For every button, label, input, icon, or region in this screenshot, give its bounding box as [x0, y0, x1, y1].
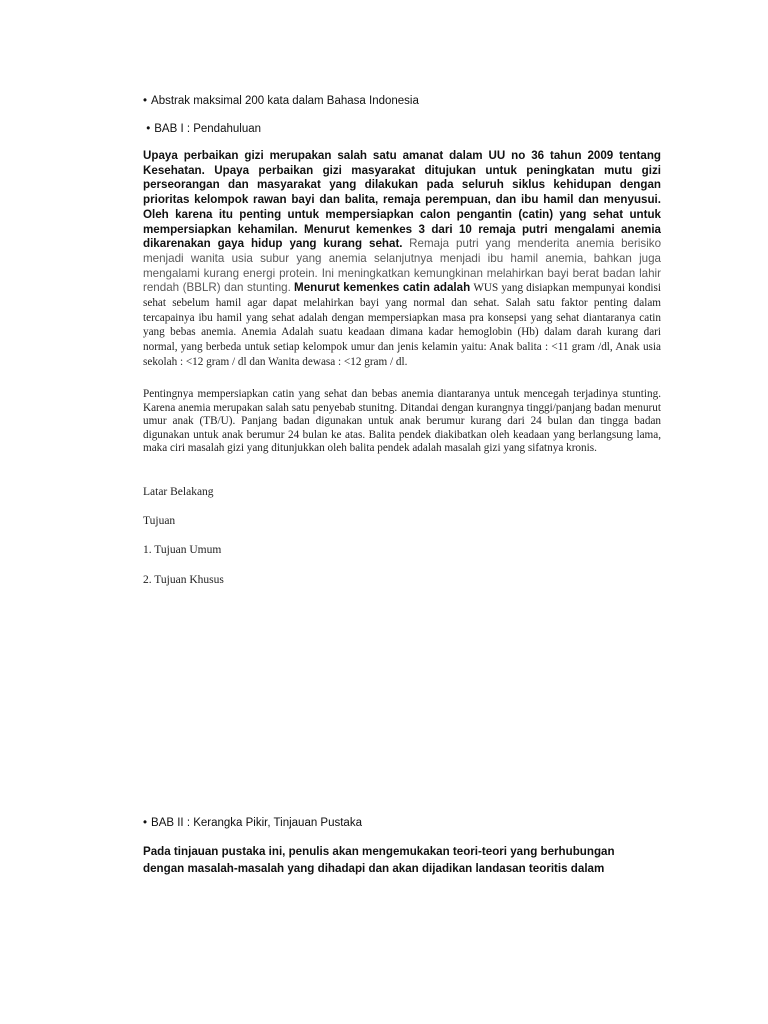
- abstract-heading-text: Abstrak maksimal 200 kata dalam Bahasa Indonesia: [151, 95, 419, 107]
- bab2-paragraph: Pada tinjauan pustaka ini, penulis akan mengemukakan teori-teori yang berhubungan dengan masalah-masalah yang dihadapi dan akan dijadikan landasan teoritis dalam: [143, 845, 615, 875]
- bab2-heading-text: BAB II : Kerangka Pikir, Tinjauan Pustaka: [151, 817, 362, 829]
- bab2-heading: [143, 816, 661, 830]
- tujuan-heading: Tujuan: [143, 515, 176, 527]
- tujuan-khusus-item: 2. Tujuan Khusus: [143, 574, 224, 586]
- para1-bold-text: Upaya perbaikan gizi merupakan salah satu amanat dalam UU no 36 tahun 2009 tentang Kesehatan. Upaya perbaikan gizi masyarakat ditujukan untuk peningkatan mutu gizi perseorangan dan masyarakat yang dilakukan pada seluruh siklus kehidupan dengan prioritas kelompok rawan bayi dan balita, remaja perempuan, dan ibu hamil dan menyusui. Oleh karena itu penting untuk mempersiapkan calon pengantin (catin) yang sehat untuk mempersiapkan kehamilan. Menurut kemenkes 3 dari 10 remaja putri mengalami anemia dikarenakan gaya hidup yang kurang sehat.: [143, 149, 661, 251]
- latar-belakang-heading: Latar Belakang: [143, 486, 214, 498]
- para1-gray-text: Remaja putri yang menderita anemia berisiko menjadi wanita usia subur yang anemia selanjutnya menjadi ibu hamil anemia, bahkan juga mengalami kurang energi protein. Ini meningkatkan kemungkinan melahirkan bayi berat badan lahir rendah (BBLR) dan stunting.: [143, 237, 662, 295]
- para1-serif-text: WUS yang disiapkan mempunyai kondisi sehat sebelum hamil agar dapat melahirkan bayi yang normal dan sehat. Salah satu faktor penting dalam tercapainya ibu hamil yang sehat adalah dengan mempersiapkan masa pra konsepsi yang sehat diantaranya catin yang bebas anemia. Anemia Adalah suatu keadaan dimana kadar hemoglobin (Hb) dalam darah kurang dari normal, yang berbeda untuk setiap kelompok umur dan jenis kelamin yaitu: Anak balita : <11 gram /dl, Anak usia sekolah : <12 gram / dl dan Wanita dewasa : <12 gram / dl.: [143, 282, 661, 368]
- bullet-icon: •: [143, 95, 148, 107]
- bullet-icon: •: [146, 123, 151, 135]
- bab1-heading: [143, 122, 661, 136]
- abstract-heading: [143, 94, 661, 108]
- bab1-paragraph-2: Pentingnya mempersiapkan catin yang sehat dan bebas anemia diantaranya untuk mencegah terjadinya stunting. Karena anemia merupakan salah satu penyebab stunitng. Ditandai dengan kurangnya tinggi/panjang badan menurut umur anak (TB/U). Panjang badan digunakan untuk anak berumur kurang dari 24 bulan dan tingga badan digunakan untuk anak berumur 24 bulan ke atas. Balita pendek diakibatkan oleh keadaan yang berlangsung lama, maka ciri masalah gizi yang ditunjukkan oleh balita pendek adalah masalah gizi yang sifatnya kronis.: [143, 388, 661, 455]
- bab1-paragraph-1: [143, 149, 661, 370]
- para1-bold-text-2: Menurut kemenkes catin adalah: [294, 281, 471, 295]
- bullet-icon: •: [143, 817, 148, 829]
- tujuan-umum-item: 1. Tujuan Umum: [143, 544, 222, 556]
- bab1-heading-text: BAB I : Pendahuluan: [154, 123, 262, 135]
